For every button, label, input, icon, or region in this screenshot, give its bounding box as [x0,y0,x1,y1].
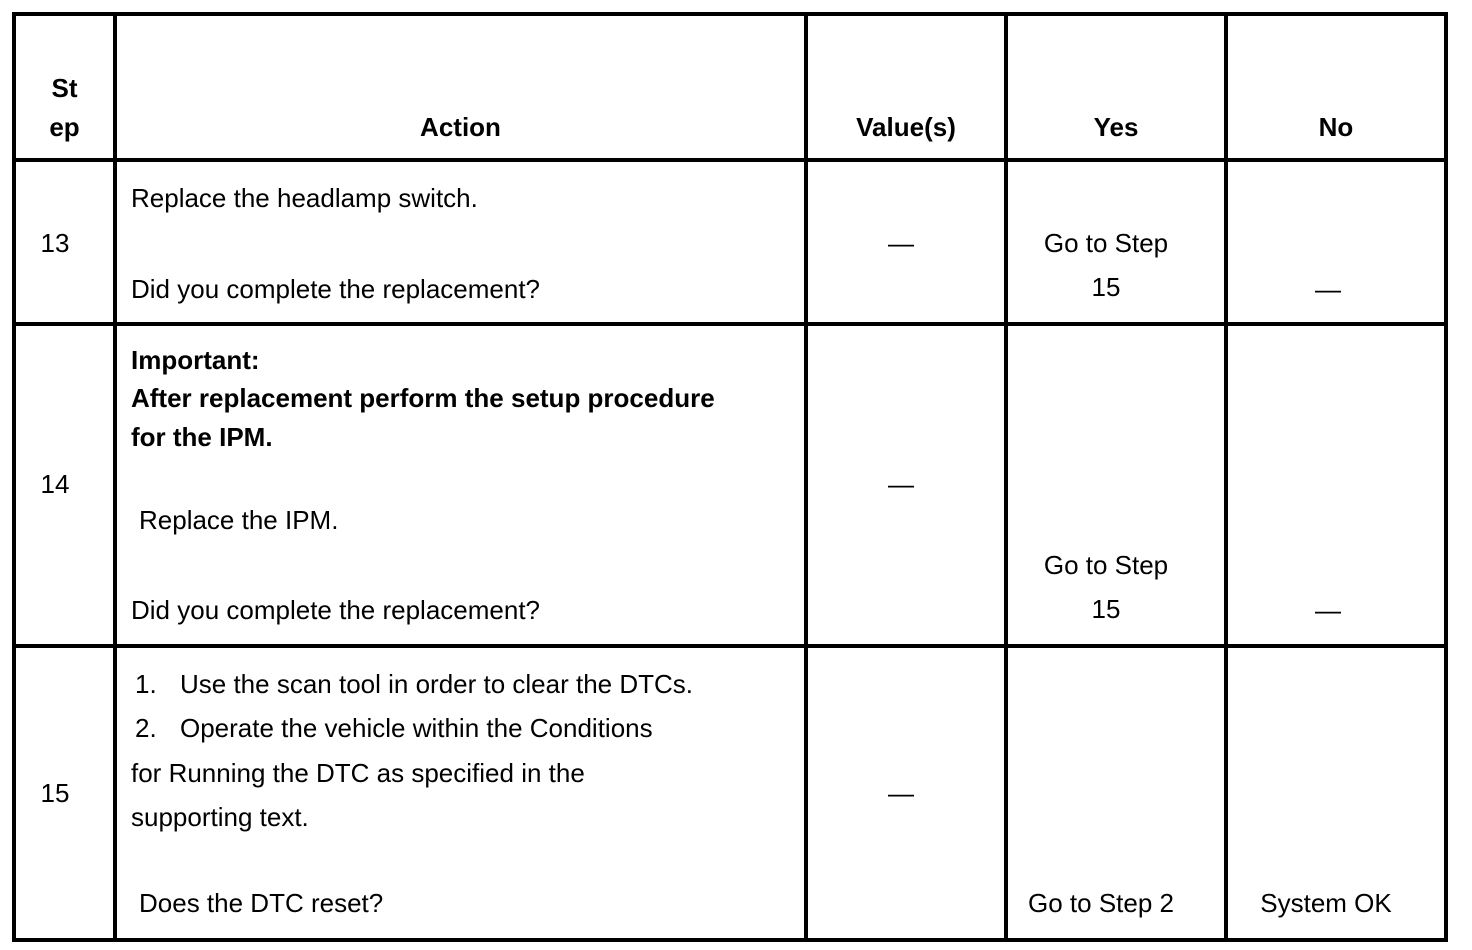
list-item-continuation: for Running the DTC as specified in the [131,758,585,788]
table-border-bottom [12,938,1448,942]
table-border-right [1444,12,1448,942]
action-question: Did you complete the replacement? [131,595,541,625]
value-cell: — [888,778,914,808]
column-divider [1004,12,1008,942]
yes-cell-line2: 15 [1091,272,1121,302]
step-number: 14 [40,469,70,499]
yes-cell-line2: 15 [1091,594,1121,624]
yes-cell-line1: Go to Step [1043,228,1169,258]
list-item-continuation: supporting text. [131,802,309,832]
header-step-line2: ep [49,112,80,142]
yes-cell-line1: Go to Step [1043,550,1169,580]
column-divider [1224,12,1228,942]
action-question: Does the DTC reset? [139,888,384,918]
list-item-text: Use the scan tool in order to clear the DTCs. [180,669,694,699]
step-number: 15 [40,778,70,808]
important-note-line1: After replacement perform the setup procedure [131,383,715,413]
table-border-top [12,12,1448,16]
header-yes: Yes [1093,112,1139,142]
list-item-number: 2. [135,713,157,743]
value-cell: — [888,228,914,258]
action-text: Replace the IPM. [139,505,339,535]
row-divider [12,644,1448,648]
header-step-line1: St [51,73,78,103]
no-cell: — [1315,274,1341,304]
column-divider [113,12,117,942]
header-divider [12,158,1448,162]
header-action: Action [420,112,501,142]
important-note-line2: for the IPM. [131,422,273,452]
important-label: Important: [131,345,260,375]
row-divider [12,322,1448,326]
list-item-number: 1. [135,669,157,699]
step-number: 13 [40,228,70,258]
action-text: Replace the headlamp switch. [131,183,478,213]
no-cell: System OK [1260,888,1392,918]
header-values: Value(s) [856,112,956,142]
action-question: Did you complete the replacement? [131,274,541,304]
header-no: No [1318,112,1354,142]
list-item-text: Operate the vehicle within the Conditions [180,713,653,743]
value-cell: — [888,469,914,499]
yes-cell: Go to Step 2 [1028,888,1174,918]
no-cell: — [1315,595,1341,625]
